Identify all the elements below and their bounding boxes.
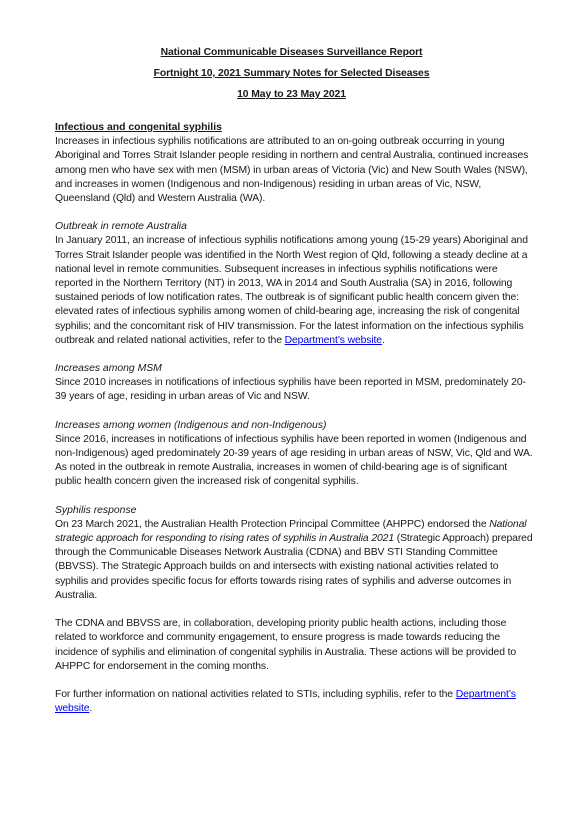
department-website-link-2[interactable]: Department’s website xyxy=(55,688,516,715)
response-paragraph xyxy=(55,518,533,603)
cdna-paragraph: The CDNA and BBVSS are, in collaboration, developing priority public health actions, including those related to workforce and community engagement, to ensure progress is made towards reducing the incidence of syphilis and elimination of congenital syphilis in Australia. These actions will be provided to AHPPC for endorsement in the coming months. xyxy=(55,618,517,672)
outbreak-period: . xyxy=(381,334,385,346)
report-subtitle: Fortnight 10, 2021 Summary Notes for Selected Diseases xyxy=(153,68,430,79)
department-website-link[interactable]: Department’s website xyxy=(284,334,382,346)
response-text-after: (Strategic Approach) prepared through the Communicable Diseases Network Australia (CDNA) and BBV STI Standing Committee (BBVSS). The Strategic Approach builds on and intersects with existing national activities related to syphilis and provides specific focus for efforts towards rising rates of syphilis and adverse outcomes in Australia. xyxy=(55,533,533,601)
report-body xyxy=(55,121,533,716)
further-text: For further information on national activities related to STIs, including syphilis, refer to the xyxy=(55,688,456,700)
response-heading: Syphilis response xyxy=(55,504,137,516)
women-paragraph: Since 2016, increases in notifications of infectious syphilis have been reported in women (Indigenous and non-Indigenous) aged predominately 20-39 years of age residing in urban areas of NSW, Vic, Qld and WA. As noted in the outbreak in remote Australia, increases in women of child-bearing age is of significant public health concern given the increased risk of congenital syphilis. xyxy=(55,433,533,488)
further-period: . xyxy=(89,703,93,715)
outbreak-text: In January 2011, an increase of infectious syphilis notifications among young (15-29 years) Aboriginal and Torres Strait Islander people was identified in the North West region of Qld, following a steady decline at a national level in remote communities. Subsequent increases in infectious syphilis notifications were reported in the Northern Territory (NT) in 2013, WA in 2014 and South Australia (SA) in 2016, following sustained periods of low notification rates. The outbreak is of significant public health concern given the: elevated rates of infectious syphilis among women of child-bearing age, increasing the risk of congenital syphilis; and the concomitant risk of HIV transmission. For the latest information on the infectious syphilis outbreak and related national activities, refer to the xyxy=(55,235,528,346)
intro-paragraph: Increases in infectious syphilis notifications are attributed to an on-going outbreak occurring in young Aboriginal and Torres Strait Islander people residing in northern and central Australia, continued increases among men who have sex with men (MSM) in urban areas of Victoria (Vic) and New South Wales (NSW), and increases in women (Indigenous and non-Indigenous) residing in urban areas of Vic, NSW, Queensland (Qld) and Western Australia (WA). xyxy=(55,136,529,205)
section-heading: Infectious and congenital syphilis xyxy=(55,122,222,133)
msm-heading: Increases among MSM xyxy=(55,363,162,375)
strategic-approach-title: National strategic approach for responding to rising rates of syphilis in Australia 2021 xyxy=(55,518,527,545)
response-text-before: On 23 March 2021, the Australian Health Protection Principal Committee (AHPPC) endorsed the xyxy=(55,518,490,530)
outbreak-heading: Outbreak in remote Australia xyxy=(55,221,187,233)
msm-paragraph: Since 2010 increases in notifications of infectious syphilis have been reported in MSM, predominately 20-39 years of age, residing in urban areas of Vic and NSW. xyxy=(55,377,526,403)
women-heading: Increases among women (Indigenous and non-Indigenous) xyxy=(55,419,327,431)
further-info-paragraph xyxy=(55,688,533,716)
report-date-range: 10 May to 23 May 2021 xyxy=(237,89,346,100)
outbreak-paragraph xyxy=(55,234,533,348)
report-title: National Communicable Diseases Surveillance Report xyxy=(160,47,423,58)
report-header xyxy=(0,42,583,105)
